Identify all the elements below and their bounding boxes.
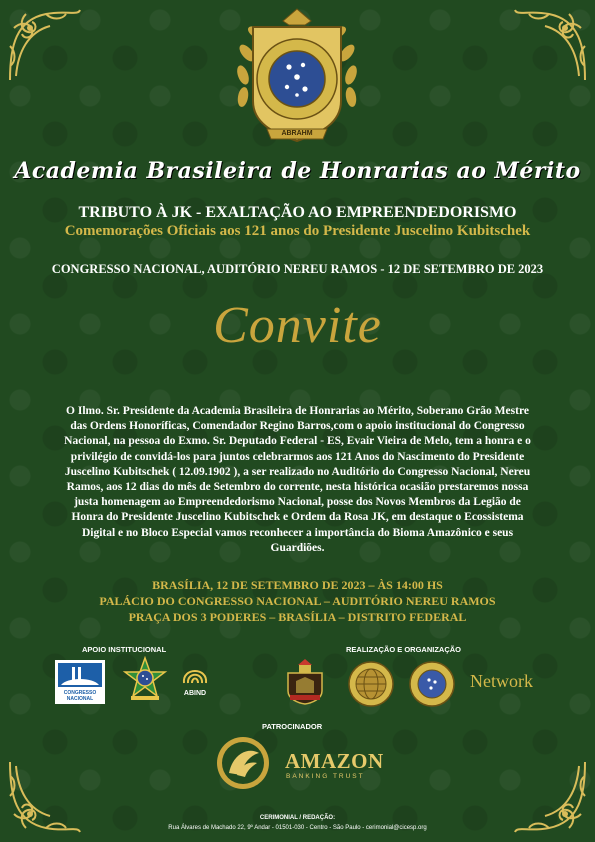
brazil-coat-of-arms-icon — [121, 656, 169, 704]
organization-label: REALIZAÇÃO E ORGANIZAÇÃO — [346, 645, 461, 654]
amazon-bank-emblem-icon — [207, 735, 279, 791]
amazon-tagline: BANKING TRUST — [286, 773, 365, 780]
seal-label: ABRAHM — [281, 130, 313, 137]
footer-address: Rua Álvares de Machado 22, 9º Andar - 01501-030 - Centro - São Paulo - cerimonial@cicesp.org — [168, 825, 427, 831]
event-address-line: PRAÇA DOS 3 PODERES – BRASÍLIA – DISTRITO FEDERAL — [128, 610, 467, 624]
support-label: APOIO INSTITUCIONAL — [82, 645, 167, 654]
abind-text: ABIND — [183, 690, 207, 697]
event-details — [0, 577, 595, 625]
academy-crest-icon — [282, 657, 328, 705]
footer-label: CERIMONIAL / REDAÇÃO: — [259, 815, 336, 821]
invitation-title: Convite — [213, 297, 382, 354]
tribute-title: TRIBUTO À JK - EXALTAÇÃO AO EMPREENDEDORISMO — [78, 204, 517, 221]
network-logo-text: Network — [470, 671, 533, 691]
academy-seal-icon — [233, 5, 361, 147]
abind-fingerprint-icon — [178, 657, 212, 689]
event-date-line: BRASÍLIA, 12 DE SETEMBRO DE 2023 – ÀS 14:00 HS — [152, 578, 443, 592]
venue-line: CONGRESSO NACIONAL, AUDITÓRIO NEREU RAMOS - 12 DE SETEMBRO DE 2023 — [51, 262, 544, 276]
corner-ornament-icon — [6, 6, 84, 84]
academy-seal-small-icon — [408, 660, 456, 708]
congresso-nacional-text: CONGRESSO NACIONAL — [63, 690, 97, 702]
corner-ornament-icon — [511, 6, 589, 84]
event-place-line: PALÁCIO DO CONGRESSO NACIONAL – AUDITÓRIO NEREU RAMOS — [99, 594, 496, 608]
academy-name: Academia Brasileira de Honrarias ao Mérito — [14, 158, 581, 184]
subtitle: Comemorações Oficiais aos 121 anos do Presidente Juscelino Kubitschek — [64, 223, 531, 239]
globe-emblem-icon — [347, 660, 395, 708]
amazon-name: AMAZON — [285, 749, 384, 773]
sponsor-label: PATROCINADOR — [262, 722, 323, 731]
invitation-body: O Ilmo. Sr. Presidente da Academia Brasileira de Honrarias ao Mérito, Soberano Grão Mestre das Ordens Honoríficas, Comendador Regino Barros,com o apoio institucional do Congresso Nacional, na pessoa do Exmo. Sr. Deputado Federal - ES, Evair Vieira de Melo, tem a honra e o privilégio de convidá-los para juntos celebrarmos aos 121 Anos do Nascimento do Presidente Juscelino Kubitschek ( 12.09.1902 ), a ser realizado no Auditório do Congresso Nacional, Nereu Ramos, aos 12 dias do mês de Setembro do corrente, nesta histórica ocasião prestaremos nossa justa homenagem ao Empreendedorismo Nacional, posse dos Novos Membros da Legião de Honra do Presidente Juscelino Kubitschek e Ordem da Rosa JK, em destaque o Ecossistema Digital e no Bloco Especial vamos reconhecer a importância do Bioma Amazônico e seus Guardiões. — [64, 405, 531, 554]
